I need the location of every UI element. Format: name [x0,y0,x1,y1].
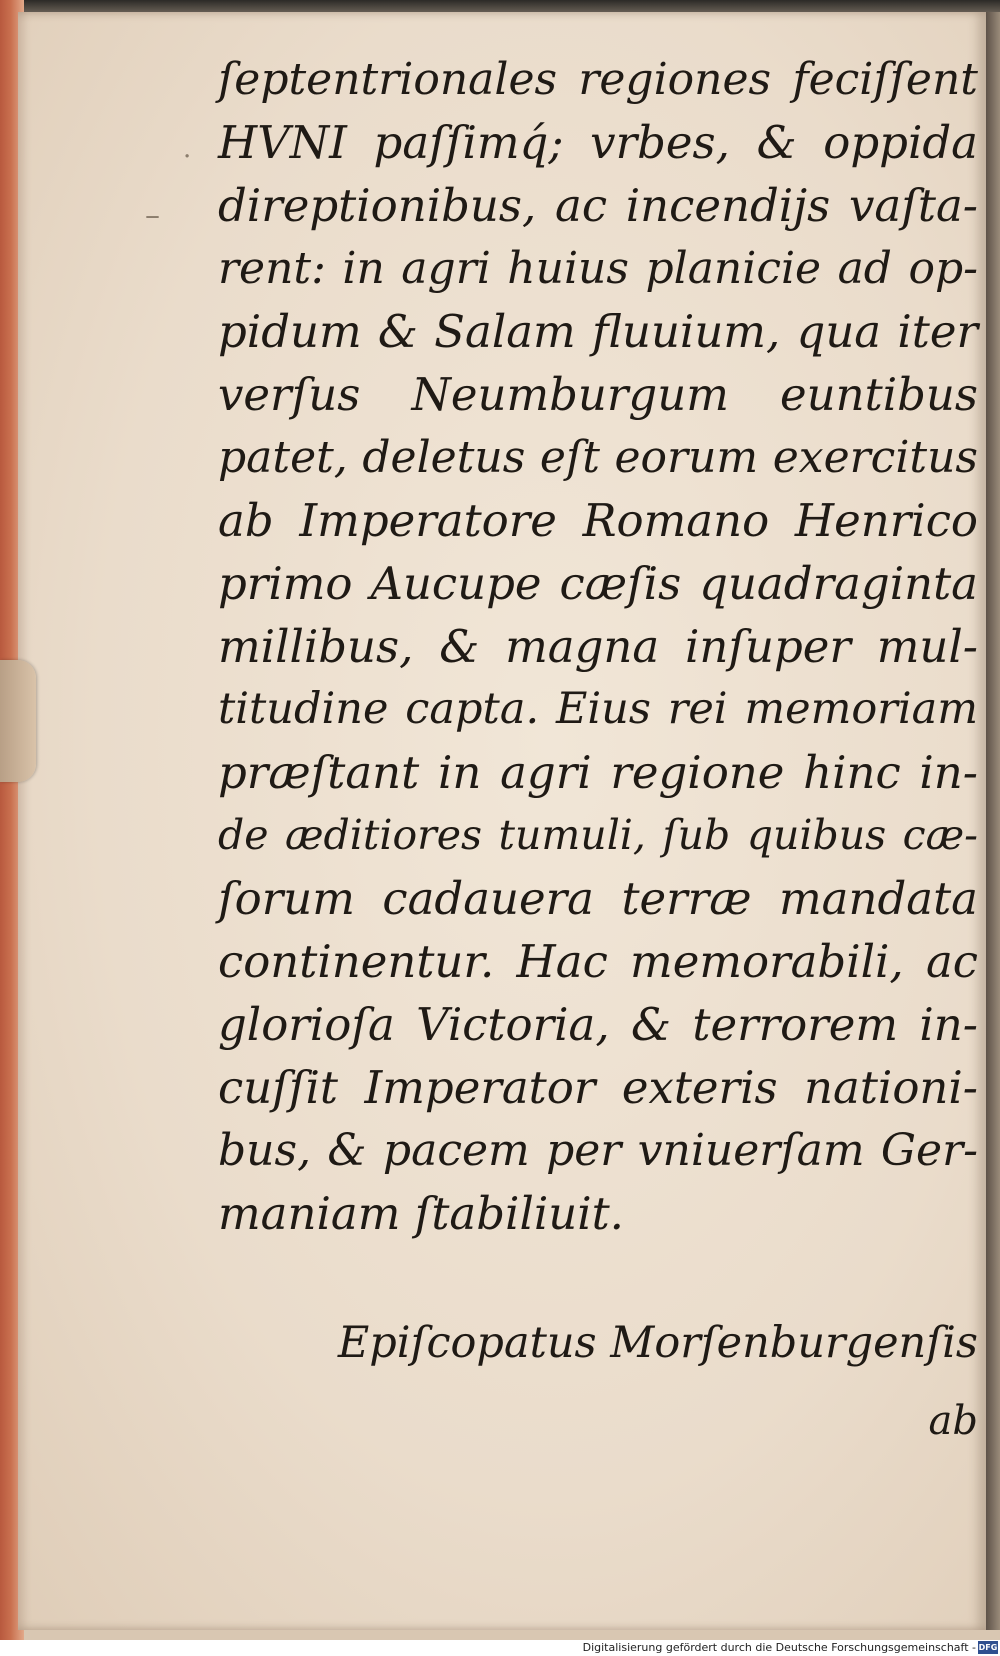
text-line: ſorum cadauera terræ mandata [218,872,978,925]
margin-dash-mark: – [145,198,160,233]
gutter-edge [986,12,1000,1630]
text-line: continentur. Hac memorabili, ac [218,935,978,988]
text-line: bus, & pacem per vniuerſam Ger- [218,1125,978,1176]
text-line: patet, deletus eſt eorum exercitus [218,432,978,483]
text-line: pidum & Salam fluuium, qua iter [218,305,978,358]
text-line: primo Aucupe cæſis quadraginta [218,557,978,610]
margin-dot-mark: · [183,142,192,172]
text-line: millibus, & magna inſuper mul- [218,620,978,673]
text-line: maniam ſtabiliuit. [218,1187,624,1240]
text-line: direptionibus, ac incendijs vaſta- [218,179,978,232]
text-line: de æditiores tumuli, ſub quibus cæ- [218,811,978,859]
page-clip [0,660,36,782]
text-line: glorioſa Victoria, & terrorem in- [218,998,978,1051]
dfg-logo-icon: DFG [978,1643,998,1652]
text-line: ſeptentrionales regiones feciſſent [218,54,978,105]
text-line: ab Imperatore Romano Henrico [218,494,978,547]
text-line: præſtant in agri regione hinc in- [218,746,978,799]
text-line: titudine capta. Eius rei memoriam [218,684,978,734]
body-text [218,48,978,1245]
catchword: ab [928,1398,978,1444]
text-line: HVNI paſſimq́; vrbes, & oppida [218,116,978,169]
digitization-credit: Digitalisierung gefördert durch die Deutsche Forschungsgemeinschaft - [582,1641,976,1654]
text-line: rent: in agri huius planicie ad op- [218,243,978,294]
section-heading: Epiſcopatus Morſenburgenſis [337,1318,978,1368]
text-line: cuſſit Imperator exteris nationi- [218,1061,978,1114]
text-line: verſus Neumburgum euntibus [218,368,978,421]
